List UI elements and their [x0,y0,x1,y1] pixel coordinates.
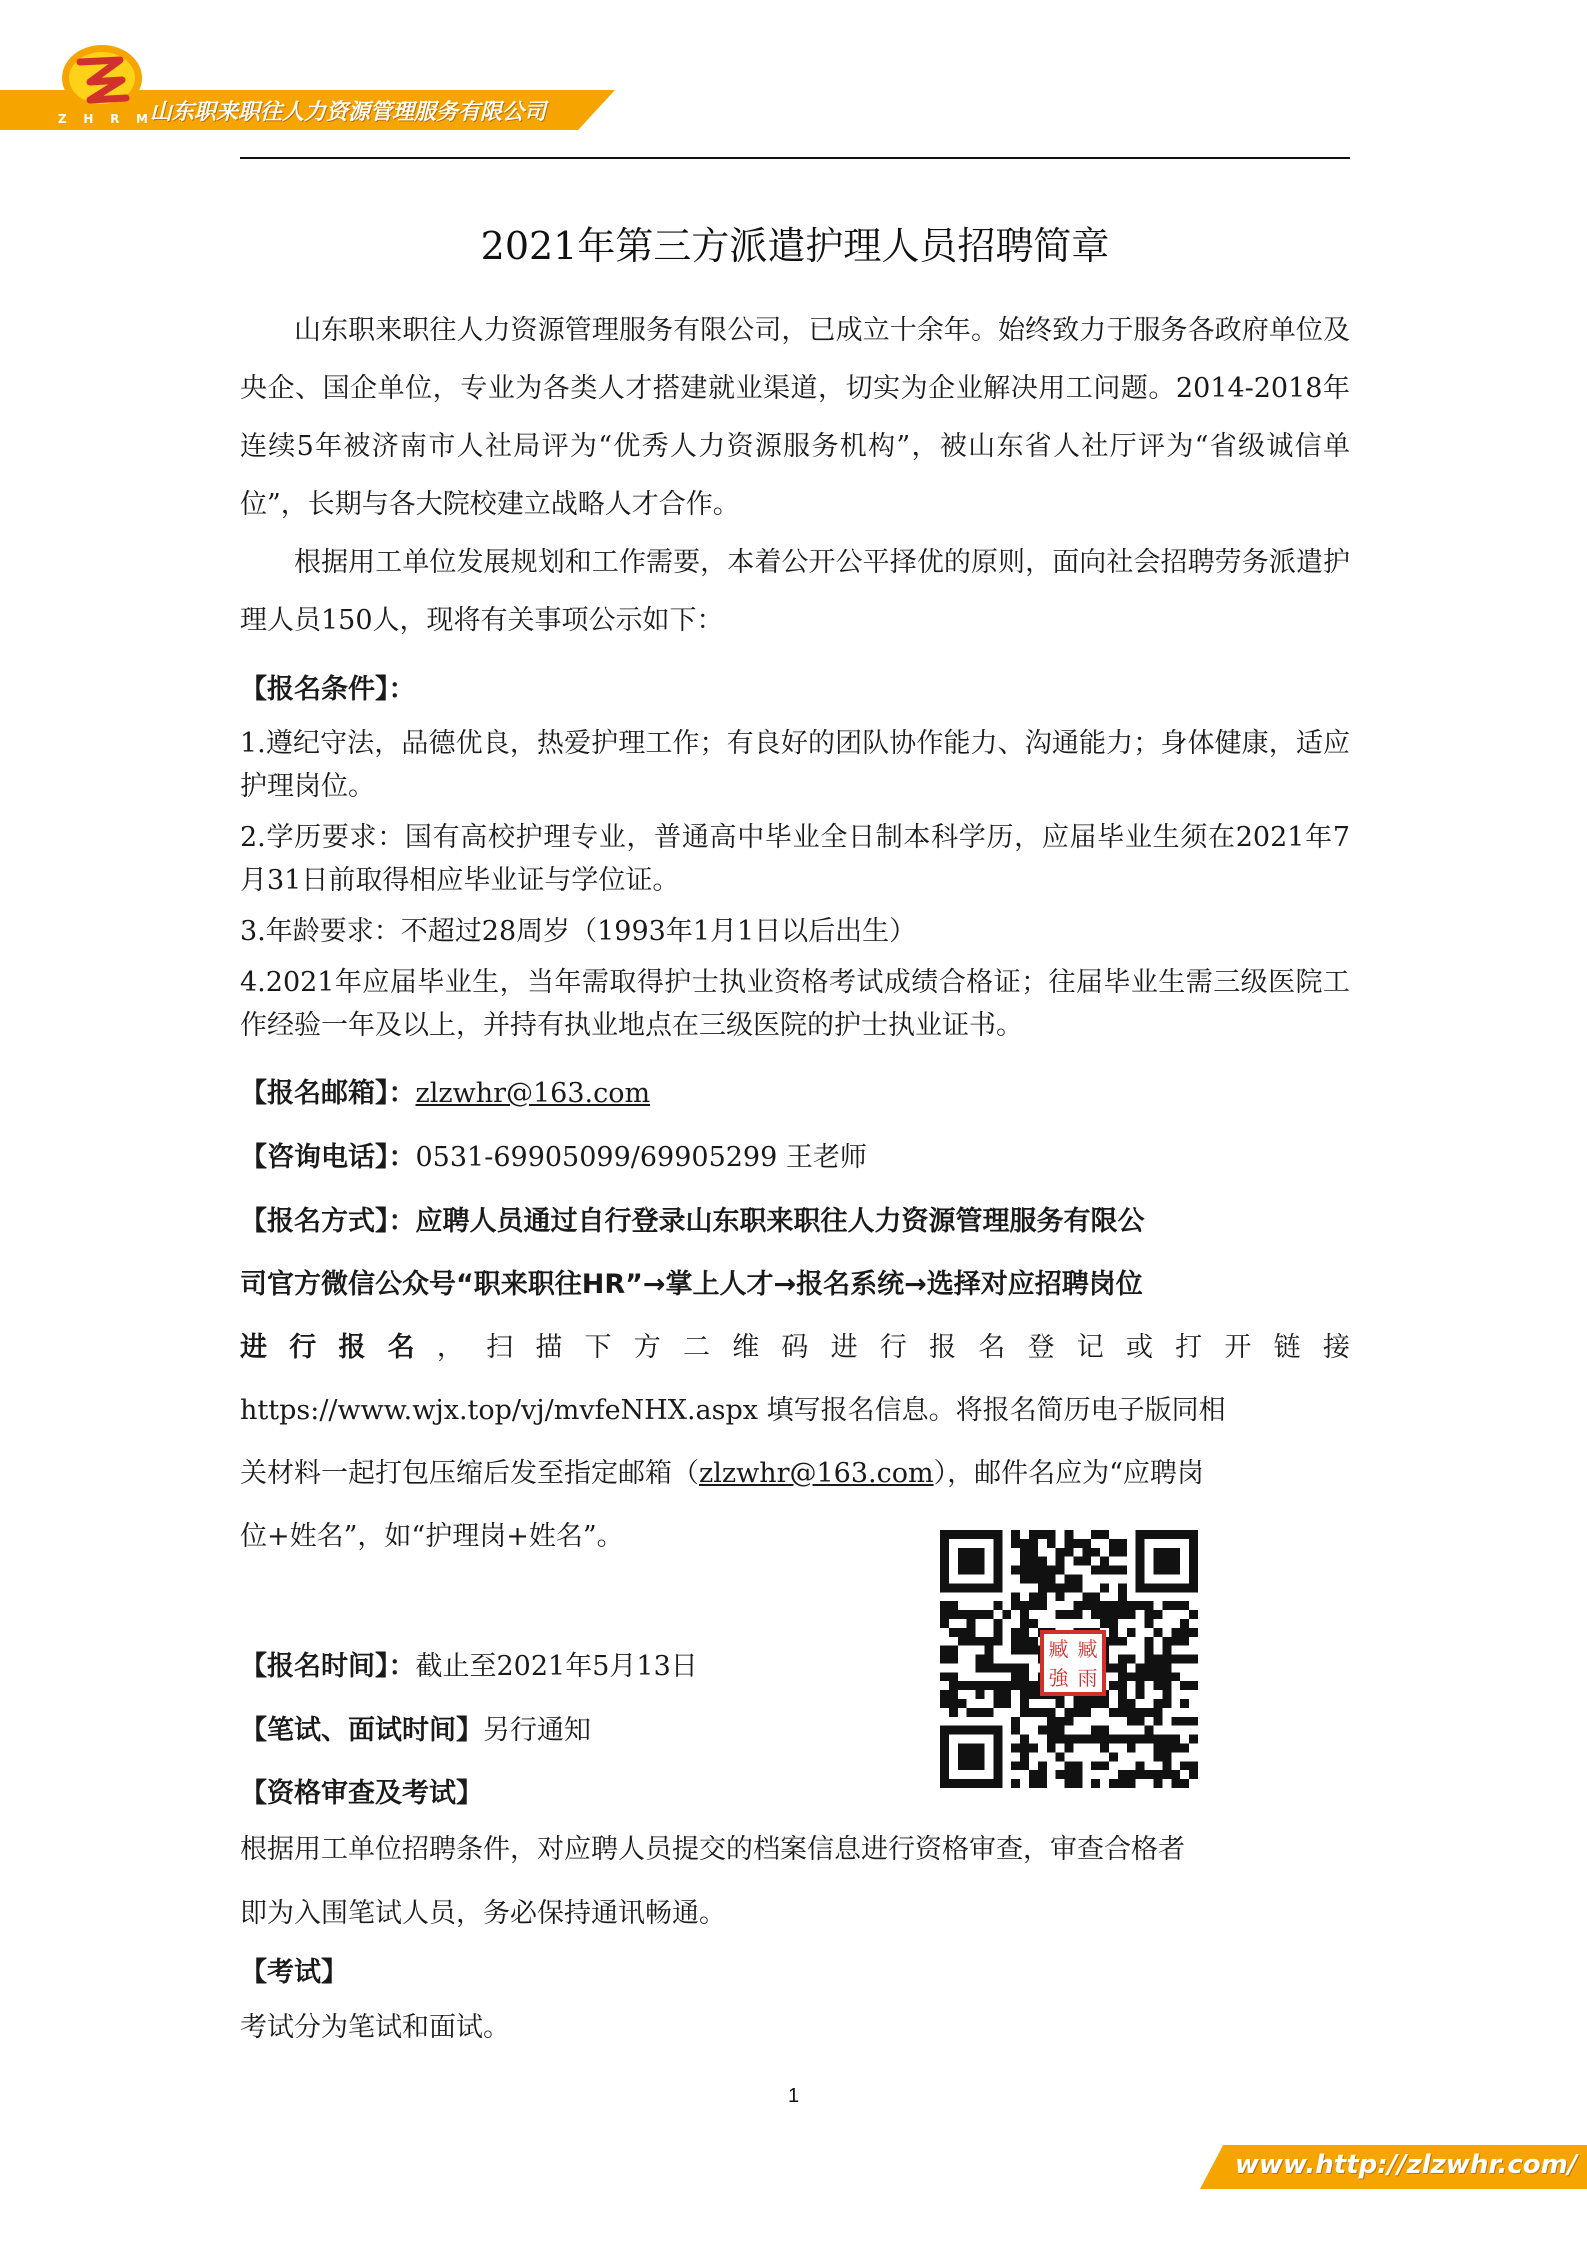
method-line-5 [240,1451,1204,1490]
method-line-3-char: 行 [289,1332,317,1363]
method-line-3-char: 维 [732,1332,760,1363]
exam-time-value: 另行通知 [483,1715,591,1746]
deadline-label: 【报名时间】： [240,1651,416,1682]
method-line-3-char: 登 [1027,1332,1055,1363]
method-line-3-char: 报 [929,1332,957,1363]
method-line-3-char: 或 [1125,1332,1153,1363]
method-line-1 [240,1199,1145,1238]
logo-letter: Z [58,112,67,126]
seal-char: 臧 [1048,1636,1069,1661]
method-line-3-char: 打 [1175,1332,1203,1363]
header-company-name: 山东职来职往人力资源管理服务有限公司 [150,100,547,125]
method-email-link[interactable]: zlzwhr@163.com [699,1458,934,1489]
method-line-6: 位+姓名”，如“护理岗+姓名”。 [240,1521,624,1552]
intro-paragraph-1: 山东职来职往人力资源管理服务有限公司，已成立十余年。始终致力于服务各政府单位及央企、国企单位，专业为各类人才搭建就业渠道，切实为企业解决用工问题。2014-2018年连续5年被济南市人社局评为“优秀人力资源服务机构”，被山东省人社厅评为“省级诚信单位”，长期与各大院校建立战略人才合作。 [240,315,1350,520]
method-line-3-char: 名 [978,1332,1006,1363]
phone-row [240,1135,867,1174]
review-heading: 【资格审查及考试】 [240,1778,483,1809]
seal-stamp-icon [1040,1630,1106,1696]
method-line-3-char: 下 [584,1332,612,1363]
method-line-2: 司官方微信公众号“职来职往HR”→掌上人才→报名系统→选择对应招聘岗位 [240,1269,1143,1300]
logo-letter: H [83,112,94,126]
method-line-3 [240,1325,1350,1364]
review-text-1: 根据用工单位招聘条件，对应聘人员提交的档案信息进行资格审查，审查合格者 [240,1834,1185,1865]
method-line-3-char: 链 [1273,1332,1301,1363]
method-line-3-char: ， [436,1332,464,1363]
logo-letter: R [110,112,120,126]
method-line-3-char: 码 [781,1332,809,1363]
logo-letters [58,112,148,126]
footer-url-link[interactable]: www.http://zlzwhr.com/ [1235,2150,1578,2180]
seal-char: 雨 [1077,1665,1098,1690]
method-line-3-char: 二 [682,1332,710,1363]
condition-item-1: 1.遵纪守法，品德优良，热爱护理工作；有良好的团队协作能力、沟通能力；身体健康，适应护理岗位。 [240,728,1350,802]
condition-item-3: 3.年龄要求：不超过28周岁（1993年1月1日以后出生） [240,916,917,947]
exam-time-row [240,1708,591,1747]
method-text-5a: 关材料一起打包压缩后发至指定邮箱（ [240,1458,699,1489]
method-line-3-char: 报 [338,1332,366,1363]
intro-paragraph-2: 根据用工单位发展规划和工作需要，本着公开公平择优的原则，面向社会招聘劳务派遣护理人员150人，现将有关事项公示如下： [240,547,1350,636]
condition-item-4: 4.2021年应届毕业生，当年需取得护士执业资格考试成绩合格证；往届毕业生需三级医院工作经验一年及以上，并持有执业地点在三级医院的护士执业证书。 [240,967,1350,1041]
exam-heading: 【考试】 [240,1957,348,1988]
seal-char: 強 [1048,1665,1069,1690]
method-line-3-char: 描 [535,1332,563,1363]
method-line-3-char: 进 [240,1332,267,1363]
email-link[interactable]: zlzwhr@163.com [415,1078,651,1109]
conditions-heading: 【报名条件】： [240,674,416,705]
phone-value: 0531-69905099/69905299 王老师 [415,1142,867,1173]
method-line-3-char: 进 [830,1332,858,1363]
email-row [240,1071,650,1110]
logo-letter: M [136,112,148,126]
method-line-3-char: 开 [1224,1332,1252,1363]
conditions-list [240,722,1350,1047]
method-line-4: https://www.wjx.top/vj/mvfeNHX.aspx 填写报名信息。将报名简历电子版同相 [240,1395,1226,1426]
phone-label: 【咨询电话】： [240,1142,416,1173]
deadline-row [240,1644,698,1683]
condition-item-2: 2.学历要求：国有高校护理专业，普通高中毕业全日制本科学历，应届毕业生须在2021年7月31日前取得相应毕业证与学位证。 [240,822,1350,896]
method-text-5b: ），邮件名应为“应聘岗 [933,1458,1204,1489]
method-label: 【报名方式】： [240,1206,416,1237]
email-label: 【报名邮箱】： [240,1078,416,1109]
exam-time-label: 【笔试、面试时间】 [240,1715,483,1746]
method-line-3-char: 记 [1076,1332,1104,1363]
exam-text: 考试分为笔试和面试。 [240,2012,510,2043]
method-line-3-char: 行 [879,1332,907,1363]
method-line-3-char: 名 [387,1332,415,1363]
method-line-3-chars [240,1325,1350,1364]
review-text-2: 即为入围笔试人员，务必保持通讯畅通。 [240,1898,726,1929]
page-number: 1 [787,2085,800,2107]
method-text-1: 应聘人员通过自行登录山东职来职往人力资源管理服务有限公 [415,1206,1145,1237]
header-divider [240,157,1350,159]
document-title: 2021年第三方派遣护理人员招聘简章 [480,224,1110,268]
method-line-3-char: 接 [1322,1332,1350,1363]
intro-section [240,302,1350,650]
deadline-value: 截止至2021年5月13日 [415,1651,698,1682]
method-line-3-char: 方 [633,1332,661,1363]
seal-char: 臧 [1077,1636,1098,1661]
method-line-3-char: 扫 [486,1332,514,1363]
